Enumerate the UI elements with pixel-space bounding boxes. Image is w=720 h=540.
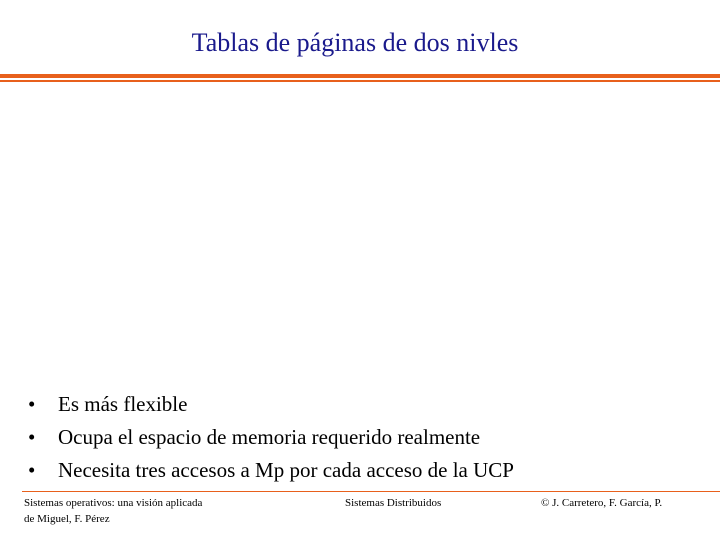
title-divider-thick — [0, 74, 720, 78]
bullet-dot-icon: • — [28, 392, 36, 416]
footer-copyright: © J. Carretero, F. García, P. — [541, 497, 663, 509]
bullet-dot-icon: • — [28, 425, 36, 449]
footer-book-authors: de Miguel, F. Pérez — [24, 513, 110, 525]
bullet-item — [28, 421, 514, 454]
footer-course-name: Sistemas Distribuidos — [345, 497, 442, 509]
footer-book-title: Sistemas operativos: una visión aplicada — [24, 497, 203, 509]
footer-divider — [22, 491, 720, 492]
bullet-text: Ocupa el espacio de memoria requerido realmente — [58, 425, 481, 449]
footer-book-credit — [24, 495, 284, 527]
bullet-item — [28, 454, 514, 487]
title-divider-thin — [0, 80, 720, 82]
bullet-dot-icon: • — [28, 458, 36, 482]
bullet-list — [28, 388, 514, 487]
bullet-text: Necesita tres accesos a Mp por cada acceso de la UCP — [58, 458, 514, 482]
slide-title: Tablas de páginas de dos nivles — [191, 28, 519, 57]
bullet-text: Es más flexible — [58, 392, 188, 416]
bullet-item — [28, 388, 514, 421]
